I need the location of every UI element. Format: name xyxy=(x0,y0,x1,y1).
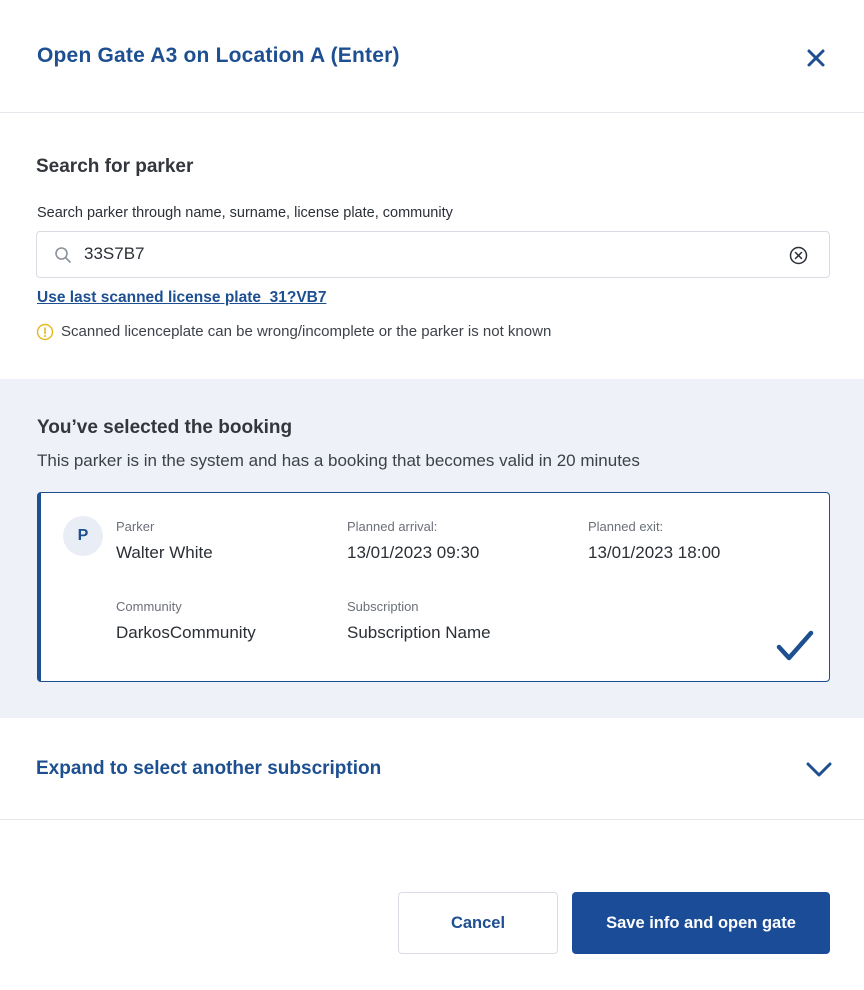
parker-label: Parker xyxy=(116,519,155,534)
expand-subscriptions-row[interactable] xyxy=(0,718,864,820)
planned-arrival-value: 13/01/2023 09:30 xyxy=(347,543,480,562)
community-label: Community xyxy=(116,599,182,614)
selected-booking-description: This parker is in the system and has a booking that becomes valid in 20 minutes xyxy=(37,451,640,470)
planned-arrival-label: Planned arrival: xyxy=(347,519,438,534)
clear-circle-icon[interactable] xyxy=(788,245,809,266)
modal-header xyxy=(0,0,864,113)
chevron-down-icon[interactable] xyxy=(804,758,834,780)
avatar: P xyxy=(63,516,103,556)
checkmark-icon xyxy=(775,629,815,663)
close-icon[interactable] xyxy=(800,42,832,74)
use-last-scanned-plate-link[interactable]: Use last scanned license plate 31?VB7 xyxy=(37,289,327,306)
search-input[interactable] xyxy=(84,244,764,264)
search-box[interactable] xyxy=(36,231,830,278)
cancel-button[interactable]: Cancel xyxy=(398,892,558,954)
planned-exit-value: 13/01/2023 18:00 xyxy=(588,543,721,562)
subscription-label: Subscription xyxy=(347,599,419,614)
info-circle-icon xyxy=(36,323,54,341)
community-value: DarkosCommunity xyxy=(116,623,256,642)
expand-subscriptions-label[interactable]: Expand to select another subscription xyxy=(36,758,382,779)
save-and-open-gate-button[interactable]: Save info and open gate xyxy=(572,892,830,954)
search-icon xyxy=(54,246,72,264)
selected-booking-panel xyxy=(0,379,864,718)
planned-exit-label: Planned exit: xyxy=(588,519,664,534)
search-field-label: Search parker through name, surname, license plate, community xyxy=(37,205,453,221)
warning-text: Scanned licenceplate can be wrong/incomplete or the parker is not known xyxy=(61,323,552,340)
subscription-value: Subscription Name xyxy=(347,623,491,642)
booking-card[interactable] xyxy=(37,492,830,682)
search-section-title: Search for parker xyxy=(36,156,194,177)
parker-value: Walter White xyxy=(116,543,213,562)
modal-title: Open Gate A3 on Location A (Enter) xyxy=(37,44,400,67)
selected-booking-title: You’ve selected the booking xyxy=(37,417,293,438)
